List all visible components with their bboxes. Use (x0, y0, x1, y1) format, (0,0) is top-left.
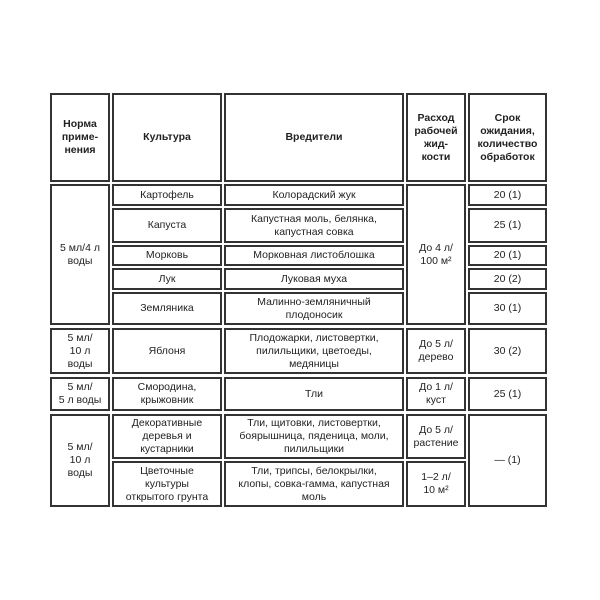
group-2-norm: 5 мл/ 10 л воды (50, 328, 110, 374)
group-1-consumption: До 4 л/ 100 м² (406, 184, 466, 325)
row-4-term: 20 (2) (468, 268, 547, 290)
row-8-pests: Тли, щитовки, листовертки, боярышница, пяденица, моли, пилильщики (224, 414, 404, 459)
row-6-culture: Яблоня (112, 328, 222, 374)
row-5-term: 30 (1) (468, 292, 547, 325)
row-6-term: 30 (2) (468, 328, 547, 374)
row-3-pests: Морковная листоблошка (224, 245, 404, 266)
header-consumption: Расход рабочей жид- кости (406, 93, 466, 182)
row-3-culture: Морковь (112, 245, 222, 266)
row-6-pests: Плодожарки, листовертки, пилильщики, цветоеды, медяницы (224, 328, 404, 374)
row-4-culture: Лук (112, 268, 222, 290)
row-1-pests: Колорадский жук (224, 184, 404, 206)
group-3-consumption: До 1 л/ куст (406, 377, 466, 411)
row-1-culture: Картофель (112, 184, 222, 206)
row-1-term: 20 (1) (468, 184, 547, 206)
group-4-norm: 5 мл/ 10 л воды (50, 414, 110, 507)
row-4-pests: Луковая муха (224, 268, 404, 290)
group-4-consumption-2: 1–2 л/ 10 м² (406, 461, 466, 507)
group-2-consumption: До 5 л/ дерево (406, 328, 466, 374)
row-8-culture: Декоративные деревья и кустарники (112, 414, 222, 459)
row-3-term: 20 (1) (468, 245, 547, 266)
row-7-term: 25 (1) (468, 377, 547, 411)
header-pests: Вредители (224, 93, 404, 182)
group-3-norm: 5 мл/ 5 л воды (50, 377, 110, 411)
row-2-term: 25 (1) (468, 208, 547, 243)
row-5-culture: Земляника (112, 292, 222, 325)
group-4-term: — (1) (468, 414, 547, 507)
row-7-culture: Смородина, крыжовник (112, 377, 222, 411)
group-4-consumption-1: До 5 л/ растение (406, 414, 466, 459)
header-term: Срок ожидания, количество обработок (468, 93, 547, 182)
header-culture: Культура (112, 93, 222, 182)
header-norm: Норма приме- нения (50, 93, 110, 182)
row-2-culture: Капуста (112, 208, 222, 243)
row-2-pests: Капустная моль, белянка, капустная совка (224, 208, 404, 243)
row-9-pests: Тли, трипсы, белокрылки, клопы, совка-гамма, капустная моль (224, 461, 404, 507)
row-9-culture: Цветочные культуры открытого грунта (112, 461, 222, 507)
row-7-pests: Тли (224, 377, 404, 411)
group-1-norm: 5 мл/4 л воды (50, 184, 110, 325)
row-5-pests: Малинно-земляничный плодоносик (224, 292, 404, 325)
